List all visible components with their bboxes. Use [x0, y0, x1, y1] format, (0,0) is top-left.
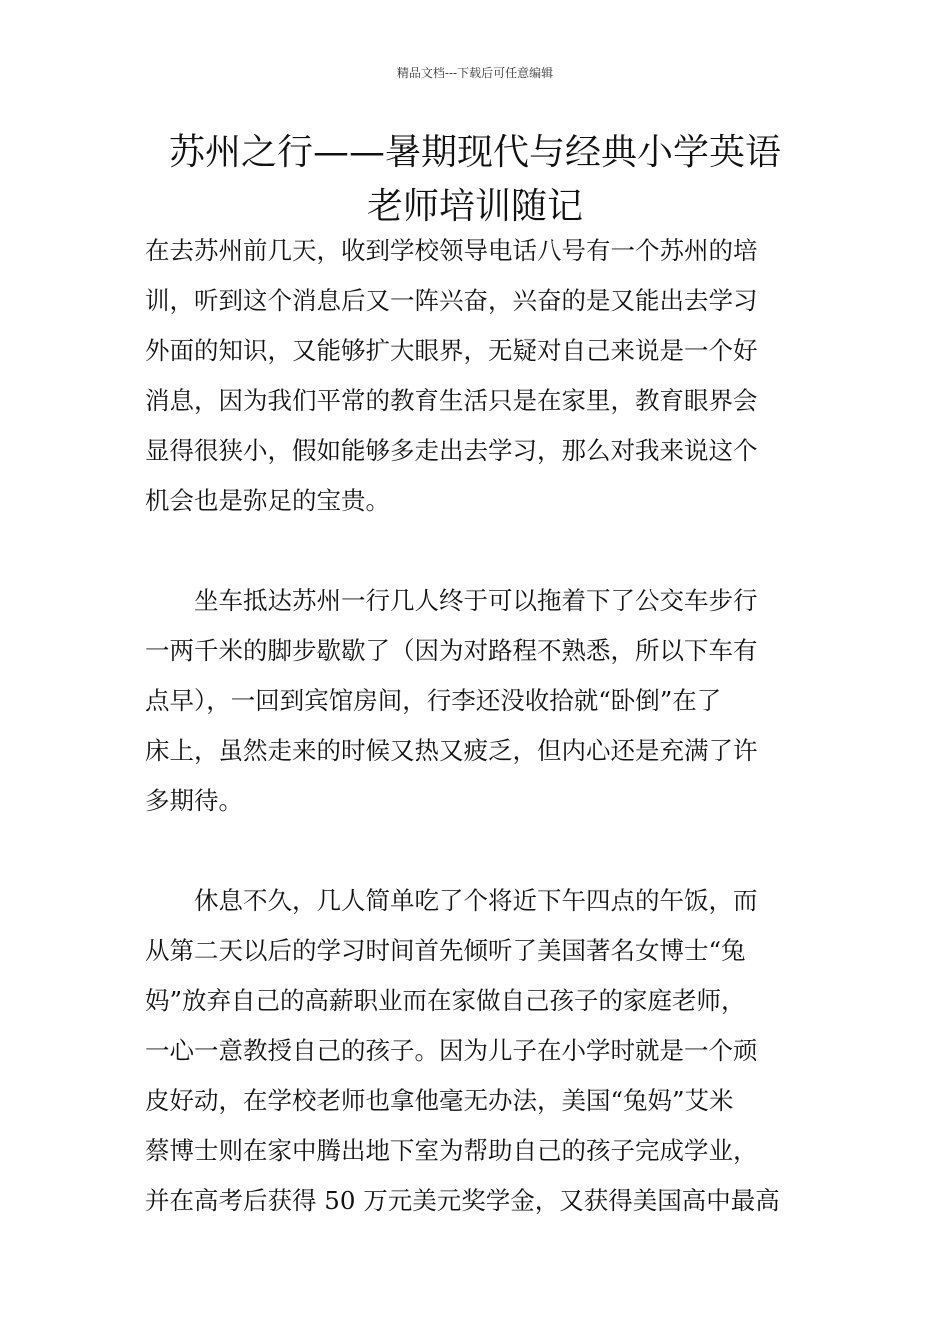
- document-body: [145, 226, 807, 1226]
- paragraph-1: [145, 226, 807, 526]
- paragraph-3: [145, 876, 807, 1226]
- page-header-note: 精品文档---下载后可任意编辑: [396, 66, 554, 80]
- paragraph-line: 蔡博士则在家中腾出地下室为帮助自己的孩子完成学业，: [145, 1136, 758, 1165]
- document-title: [120, 126, 830, 234]
- paragraph-line: 点早），一回到宾馆房间，行李还没收拾就“卧倒”在了: [145, 686, 722, 715]
- paragraph-line: 外面的知识，又能够扩大眼界，无疑对自己来说是一个好: [145, 336, 758, 365]
- document-title-line-1: 苏州之行——暑期现代与经典小学英语: [168, 132, 781, 173]
- paragraph-line: 床上，虽然走来的时候又热又疲乏，但内心还是充满了许: [145, 736, 758, 765]
- paragraph-line: 机会也是弥足的宝贵。: [145, 486, 390, 515]
- paragraph-line: 并在高考后获得 50 万元美元奖学金，又获得美国高中最高: [145, 1186, 780, 1215]
- paragraph-spacer: [145, 826, 807, 876]
- paragraph-line: 一心一意教授自己的孩子。因为儿子在小学时就是一个顽: [145, 1036, 758, 1065]
- paragraph-line: 皮好动，在学校老师也拿他毫无办法，美国“兔妈”艾米: [145, 1086, 734, 1115]
- document-title-line-2: 老师培训随记: [366, 186, 583, 227]
- paragraph-line: 坐车抵达苏州一行几人终于可以拖着下了公交车步行: [145, 586, 758, 615]
- paragraph-2: [145, 576, 807, 826]
- paragraph-line: 在去苏州前几天，收到学校领导电话八号有一个苏州的培: [145, 236, 758, 265]
- paragraph-line: 妈”放弃自己的高薪职业而在家做自己孩子的家庭老师，: [145, 986, 746, 1015]
- paragraph-spacer: [145, 526, 807, 576]
- paragraph-line: 消息，因为我们平常的教育生活只是在家里，教育眼界会: [145, 386, 758, 415]
- paragraph-line: 训，听到这个消息后又一阵兴奋，兴奋的是又能出去学习: [145, 286, 758, 315]
- paragraph-line: 一两千米的脚步歇歇了（因为对路程不熟悉，所以下车有: [145, 636, 758, 665]
- paragraph-line: 多期待。: [145, 786, 243, 815]
- paragraph-line: 显得很狭小，假如能够多走出去学习，那么对我来说这个: [145, 436, 758, 465]
- paragraph-line: 休息不久，几人简单吃了个将近下午四点的午饭，而: [145, 886, 758, 915]
- paragraph-line: 从第二天以后的学习时间首先倾听了美国著名女博士“兔: [145, 936, 746, 965]
